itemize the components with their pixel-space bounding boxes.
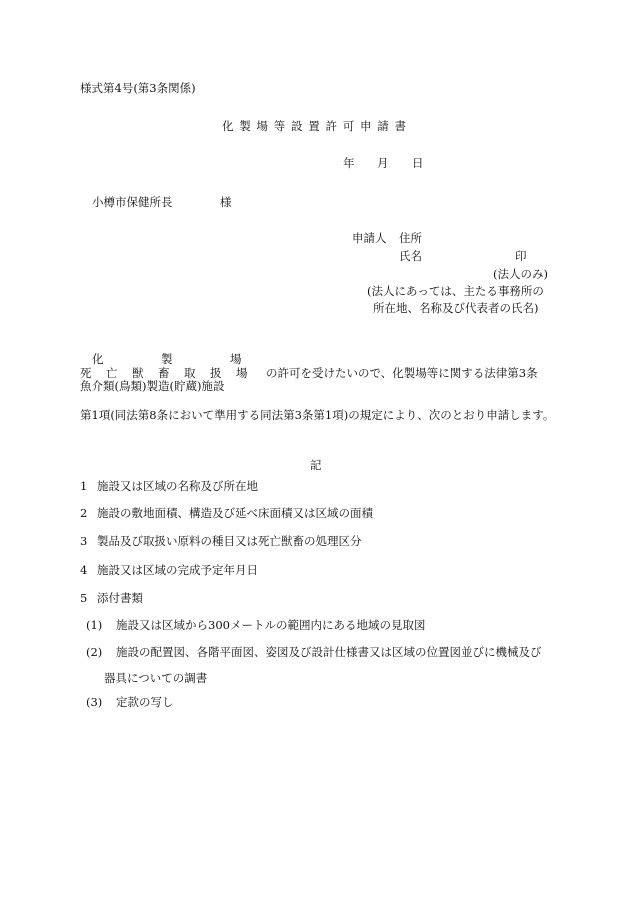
- item-number: 4: [80, 563, 88, 577]
- item-text: 添付書類: [97, 591, 143, 605]
- applicant-note-line2: 所在地、名称及び代表者の氏名): [373, 301, 539, 315]
- subitem-text: 施設の配置図、各階平面図、姿図及び設計仕様書又は区域の位置図並びに機械及び: [116, 645, 542, 659]
- applicant-note-line1: (法人にあっては、主たる事務所の: [367, 284, 544, 298]
- subitem-number: (1): [86, 618, 103, 632]
- item-text: 施設又は区域の名称及び所在地: [97, 479, 258, 493]
- option-char: 死: [80, 366, 92, 380]
- item-number: 5: [80, 591, 88, 605]
- item-number: 1: [80, 479, 88, 493]
- subitem-number: (3): [86, 695, 103, 709]
- body-line1-tail: の許可を受けたいので、化製場等に関する法律第3条: [266, 366, 538, 380]
- item-number: 2: [80, 506, 88, 520]
- applicant-address-label: 住所: [399, 231, 422, 245]
- option-char: 畜: [158, 366, 170, 380]
- applicant-name-label: 氏名: [399, 249, 422, 263]
- addressee-name: 小樽市保健所長: [92, 195, 173, 209]
- date-month: 月: [377, 156, 389, 170]
- option-char: 獣: [132, 366, 144, 380]
- facility-option-3: 魚介類(鳥類)製造(貯蔵)施設: [80, 379, 225, 393]
- addressee-honorific: 様: [220, 195, 232, 209]
- body-line2: 第1項(同法第8条において準用する同法第3条第1項)の規定により、次のとおり申請します。: [80, 408, 555, 422]
- option-char: 扱: [210, 366, 222, 380]
- subitem-text: 定款の写し: [116, 695, 174, 709]
- applicant-seal: 印: [515, 249, 527, 263]
- item-text: 施設又は区域の完成予定年月日: [97, 563, 258, 577]
- item-number: 3: [80, 534, 88, 548]
- form-label: 様式第4号(第3条関係): [80, 81, 196, 95]
- item-text: 施設の敷地面積、構造及び延べ床面積又は区域の面積: [97, 506, 373, 520]
- item-text: 製品及び取扱い原料の種目又は死亡獣畜の処理区分: [97, 534, 362, 548]
- applicant-corp-note: (法人のみ): [493, 267, 548, 281]
- option-char: 取: [184, 366, 196, 380]
- option-char: 場: [236, 366, 248, 380]
- option-char: 製: [161, 352, 173, 366]
- subitem-text: 施設又は区域から300メートルの範囲内にある地域の見取図: [116, 618, 426, 632]
- date-day: 日: [412, 156, 424, 170]
- applicant-label: 申請人: [352, 231, 387, 245]
- option-char: 場: [230, 352, 242, 366]
- subitem-continuation: 器具についての調書: [104, 671, 208, 685]
- option-char: 亡: [106, 366, 118, 380]
- subitem-number: (2): [86, 645, 103, 659]
- date-year: 年: [343, 156, 355, 170]
- ki-heading: 記: [310, 458, 322, 472]
- document-title: 化製場等設置許可申請書: [222, 119, 412, 133]
- option-char: 化: [92, 352, 104, 366]
